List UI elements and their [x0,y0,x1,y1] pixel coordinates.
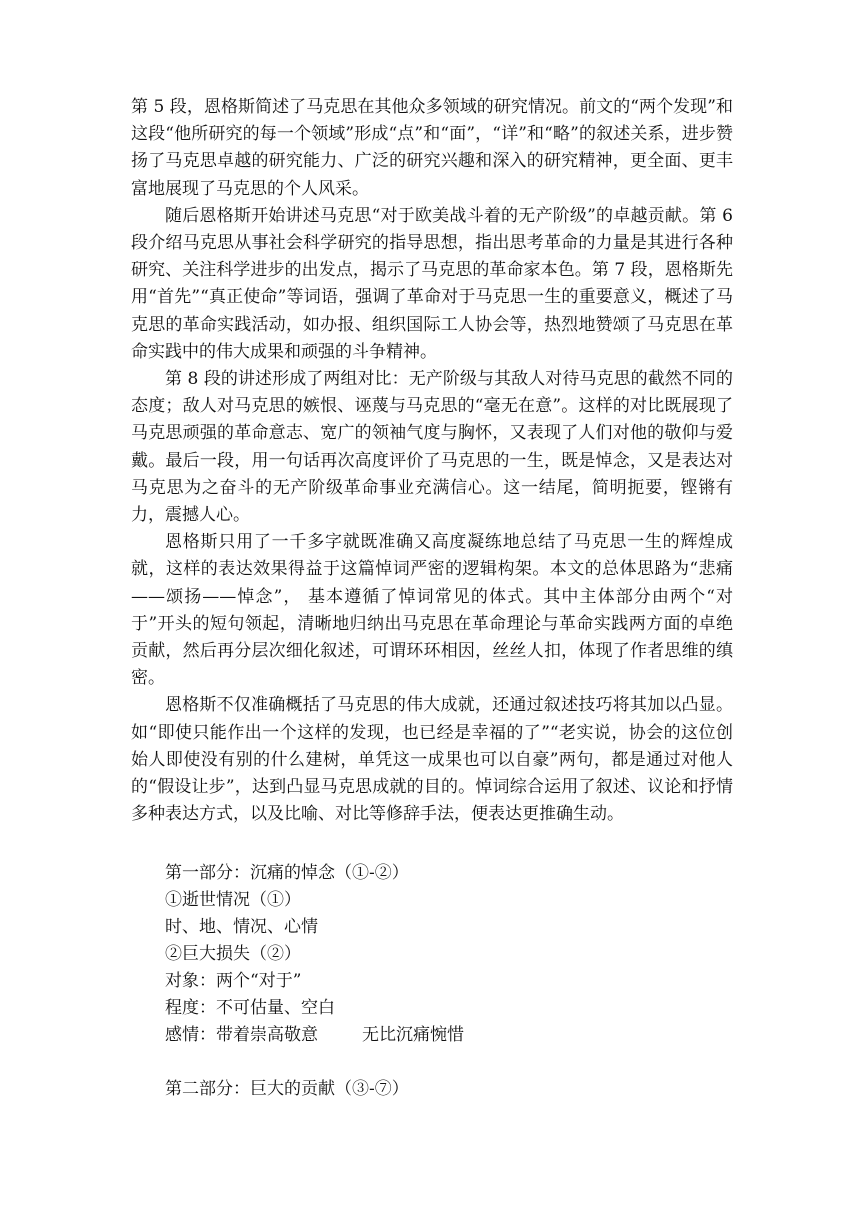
outline-item2-object: 对象：两个“对于” [165,971,302,991]
paragraph-contrast: 第 8 段的讲述形成了两组对比：无产阶级与其敌人对待马克思的截然不同的态度；敌人对马克思的嫉恨、诬蔑与马克思的“毫无在意”。这样的对比既展现了马克思顽强的革命意志、宽广的领袖气度与胸怀，又表现了人们对他的敬仰与爱戴。最后一段，用一句话再次高度评价了马克思的一生，既是悼念，又是表达对马克思为之奋斗的无产阶级革命事业充满信心。这一结尾，简明扼要，铿锵有力，震撼人心。 [131,369,733,526]
structure-outline [165,860,725,1103]
paragraph-structure: 恩格斯只用了一千多字就既准确又高度凝练地总结了马克思一生的辉煌成就，这样的表达效果得益于这篇悼词严密的逻辑构架。本文的总体思路为“悲痛——颂扬——悼念”， 基本遵循了悼词常见的体式。其中主体部分由两个“对于”开头的短句领起，清晰地归纳出马克思在革命理论与革命实践两方面的卓绝贡献，然后再分层次细化叙述，可谓环环相因，丝丝人扣，体现了作者思维的缜密。 [131,532,733,689]
paragraph-section-5: 第 5 段，恩格斯简述了马克思在其他众多领域的研究情况。前文的“两个发现”和这段“他所研究的每一个领域”形成“点”和“面”，“详”和“略”的叙述关系，进步赞扬了马克思卓越的研究能力、广泛的研究兴趣和深入的研究精神，更全面、更丰富地展现了马克思的个人风采。 [131,97,733,199]
paragraph-contribution: 随后恩格斯开始讲述马克思“对于欧美战斗着的无产阶级”的卓越贡献。第 6 段介绍马克思从事社会科学研究的指导思想，指出思考革命的力量是其进行各种研究、关注科学进步的出发点，揭示了马克思的革命家本色。第 7 段，恩格斯先用“首先”“真正使命”等词语，强调了革命对于马克思一生的重要意义，概述了马克思的革命实践活动，如办报、组织国际工人协会等，热烈地赞颂了马克思在革命实践中的伟大成果和顽强的斗争精神。 [131,205,733,362]
outline-item2-title: ②巨大损失（②） [165,944,301,964]
outline-item1-title: ①逝世情况（①） [165,890,301,910]
outline-emotion-left: 感情：带着崇高敬意 [165,1025,318,1045]
outline-item1-detail: 时、地、情况、心情 [165,917,318,937]
outline-part2-title: 第二部分：巨大的贡献（③-⑦） [165,1079,409,1099]
outline-emotion-right: 无比沉痛惋惜 [362,1025,464,1045]
outline-part1-title: 第一部分：沉痛的悼念（①-②） [165,863,409,883]
analysis-text [131,94,733,828]
outline-item2-emotion [165,1022,725,1049]
outline-item2-degree: 程度：不可估量、空白 [165,998,335,1018]
outline-spacer [165,1049,725,1076]
paragraph-technique: 恩格斯不仅准确概括了马克思的伟大成就，还通过叙述技巧将其加以凸显。如“即使只能作出一个这样的发现，也已经是幸福的了”“老实说，协会的这位创始人即使没有别的什么建树，单凭这一成果也可以自豪”两句，都是通过对他人的“假设让步”，达到凸显马克思成就的目的。悼词综合运用了叙述、议论和抒情多种表达方式，以及比喻、对比等修辞手法，便表达更推确生动。 [131,695,733,825]
